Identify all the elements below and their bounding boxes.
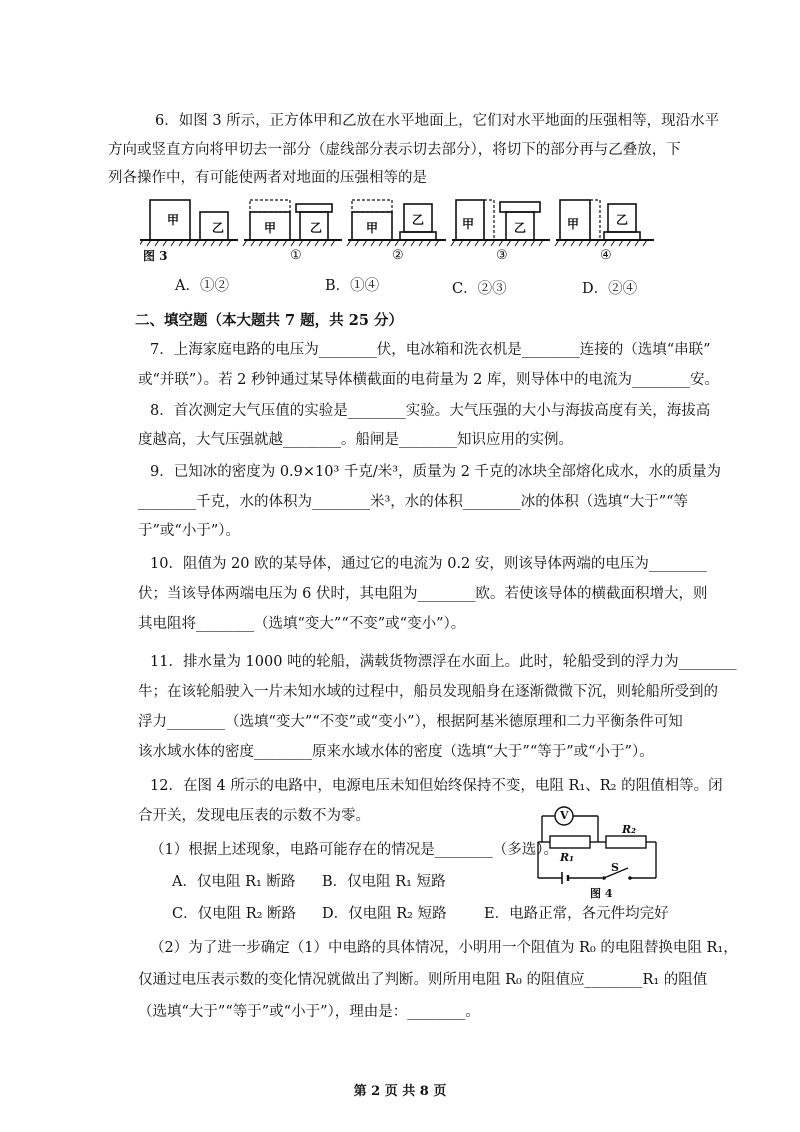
q8-line1: 8．首次测定大气压值的实验是________实验。大气压强的大小与海拔高度有关，海拔高 (150, 403, 711, 419)
fig3-caption: 图 3 (143, 249, 168, 263)
r2-label: R₂ (622, 823, 636, 836)
q12-line2: 合开关，发现电压表的示数不为零。 (138, 808, 370, 824)
q12-option-d: D．仅电阻 R₂ 短路 (322, 906, 447, 922)
fig3-panel-1 (243, 200, 342, 246)
q12-option-c: C．仅电阻 R₂ 断路 (172, 906, 297, 922)
q6-option-b: B．①④ (325, 278, 380, 294)
q10-line3: 其电阻将________（选填“变大”“不变”或“变小”）。 (138, 616, 466, 632)
q6-option-c: C．②③ (452, 281, 507, 297)
fig3-yi-1: 乙 (310, 221, 323, 235)
section-2-title: 二、填空题（本大题共 7 题，共 25 分） (135, 312, 403, 329)
r1-label: R₁ (560, 851, 574, 864)
fig3-jia-3: 甲 (462, 217, 475, 231)
q12-sub1: （1）根据上述现象，电路可能存在的情况是________（多选）。 (150, 842, 558, 858)
switch-label: S (611, 861, 619, 874)
q11-line4: 该水域水体的密度________原来水域水体的密度（选填“大于”“等于”或“小于”）。 (138, 744, 654, 760)
q9-line2: ________千克，水的体积为________米³，水的体积________冰的体积（选填“大于”“等 (138, 494, 689, 510)
fig3-panel-label-3: ③ (496, 248, 508, 263)
fig3-yi-3: 乙 (514, 221, 527, 235)
page-footer: 第 2 页 共 8 页 (353, 1084, 447, 1099)
fig3-jia-1: 甲 (264, 221, 277, 235)
fig3-yi-0: 乙 (212, 221, 225, 235)
q12-sub2-line3: （选填“大于”“等于”或“小于”），理由是：________。 (138, 1004, 480, 1020)
q6-line2: 方向或竖直方向将甲切去一部分（虚线部分表示切去部分），将切下的部分再与乙叠放，下 (108, 142, 681, 158)
q11-line2: 牛；在该轮船驶入一片未知水域的过程中，船员发现船身在逐渐微微下沉，则轮船所受到的 (138, 684, 718, 700)
q6-option-d: D．②④ (582, 281, 638, 297)
q12-sub2-line2: 仅通过电压表示数的变化情况就做出了判断。则所用电阻 R₀ 的阻值应________R₁ 的阻值 (138, 972, 708, 988)
resistor-r1 (550, 836, 590, 848)
q6-line3: 列各操作中，有可能使两者对地面的压强相等的是 (108, 170, 427, 186)
q6-line1: 6．如图 3 所示，正方体甲和乙放在水平地面上，它们对水平地面的压强相等，现沿水平 (155, 113, 720, 129)
q9-line3: 于”或“小于”）。 (138, 523, 240, 539)
fig3-panel-label-1: ① (290, 248, 302, 263)
fig3-jia-4: 甲 (567, 217, 580, 231)
fig3-panel-label-2: ② (392, 248, 404, 263)
q10-line1: 10．阻值为 20 欧的某导体，通过它的电流为 0.2 安，则该导体两端的电压为________ (150, 556, 707, 572)
q6-option-a: A．①② (175, 278, 229, 294)
fig3-panel-label-4: ④ (600, 248, 612, 263)
q7-line1: 7．上海家庭电路的电压为________伏，电冰箱和洗衣机是________连接的（选填“串联” (150, 342, 711, 358)
figure-4-circuit (532, 802, 662, 888)
fig3-panel-2 (347, 200, 446, 246)
voltmeter-label: V (560, 809, 569, 822)
q11-line1: 11．排水量为 1000 吨的轮船，满载货物漂浮在水面上。此时，轮船受到的浮力为________ (150, 654, 737, 670)
q12-line1: 12．在图 4 所示的电路中，电源电压未知但始终保持不变，电阻 R₁、R₂ 的阻值相等。闭 (150, 778, 723, 794)
q7-line2: 或“并联”）。若 2 秒钟通过某导体横截面的电荷量为 2 库，则导体中的电流为________安。 (138, 372, 719, 388)
fig4-caption: 图 4 (590, 887, 613, 900)
q12-sub2-line1: （2）为了进一步确定（1）中电路的具体情况，小明用一个阻值为 R₀ 的电阻替换电阻 R₁， (150, 940, 738, 956)
q11-line3: 浮力________（选填“变大”“不变”或“变小”），根据阿基米德原理和二力平衡条件可知 (138, 714, 683, 730)
q10-line2: 伏；当该导体两端电压为 6 伏时，其电阻为________欧。若使该导体的横截面积增大，则 (138, 586, 708, 602)
fig3-yi-2: 乙 (412, 213, 425, 227)
q8-line2: 度越高，大气压强就越________。船闸是________知识应用的实例。 (138, 432, 573, 448)
q12-option-a: A．仅电阻 R₁ 断路 (172, 874, 296, 890)
q12-option-e: E．电路正常，各元件均完好 (484, 906, 669, 922)
q9-line1: 9．已知冰的密度为 0.9×10³ 千克/米³，质量为 2 千克的冰块全部熔化成水，水的质量为 (150, 464, 722, 480)
q12-option-b: B．仅电阻 R₁ 短路 (322, 874, 446, 890)
fig3-jia-2: 甲 (366, 221, 379, 235)
fig3-jia-0: 甲 (167, 213, 180, 227)
fig3-yi-4: 乙 (616, 213, 629, 227)
